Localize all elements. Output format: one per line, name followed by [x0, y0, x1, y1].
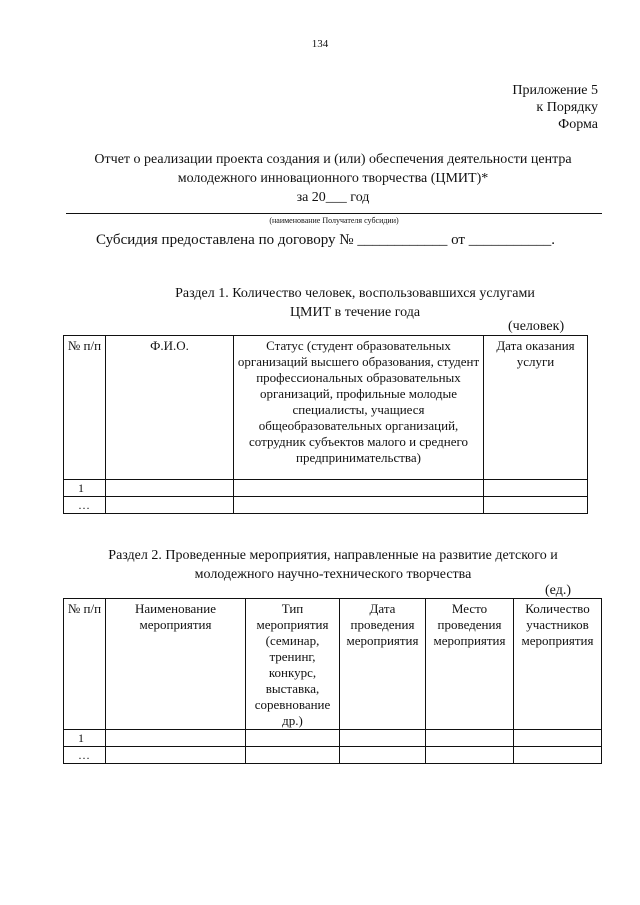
table-cell[interactable] — [426, 747, 514, 764]
subsidy-statement: Субсидия предоставлена по договору № ____________ от ___________. — [96, 232, 555, 248]
table-cell[interactable]: 1 — [64, 480, 106, 497]
recipient-caption: (наименование Получателя субсидии) — [269, 216, 399, 225]
header-event-place: Место проведения мероприятия — [426, 599, 514, 730]
section2-title — [40, 546, 626, 584]
table-cell[interactable]: … — [64, 497, 106, 514]
recipient-underline — [66, 213, 602, 214]
table-cell[interactable] — [106, 497, 234, 514]
section-title-line: Раздел 2. Проведенные мероприятия, направленные на развитие детского и — [108, 548, 558, 563]
table-row — [64, 497, 588, 514]
section1-unit: (человек) — [508, 319, 565, 334]
table-cell[interactable] — [106, 730, 246, 747]
table-cell[interactable] — [234, 480, 484, 497]
title-line: Отчет о реализации проекта создания и (или) обеспечения деятельности центра — [94, 152, 572, 167]
section-title-line: Раздел 1. Количество человек, воспользовавшихся услугами — [175, 286, 535, 301]
header-status: Статус (студент образовательных организаций высшего образования, студент профессиональных образовательных организаций, профильные молодые специалисты, учащиеся общеобразовательных организаций, сотрудник субъектов малого и среднего предпринимательства) — [234, 336, 484, 480]
title-line: за 20___ год — [296, 190, 370, 205]
table-cell[interactable] — [106, 480, 234, 497]
header-participants-count: Количество участников мероприятия — [514, 599, 602, 730]
appendix-block — [512, 82, 598, 133]
appendix-line: к Порядку — [536, 100, 598, 115]
section-title-line: молодежного научно-технического творчества — [194, 567, 472, 582]
section-title-line: ЦМИТ в течение года — [289, 305, 421, 320]
table-cell[interactable] — [514, 730, 602, 747]
table-cell[interactable]: … — [64, 747, 106, 764]
table-row — [64, 747, 602, 764]
document-title — [40, 150, 626, 207]
table-row — [64, 730, 602, 747]
table-header-row — [64, 336, 588, 480]
appendix-line: Приложение 5 — [512, 83, 598, 98]
header-event-name: Наименование мероприятия — [106, 599, 246, 730]
header-event-type: Тип мероприятия (семинар, тренинг, конкурс, выставка, соревнование др.) — [246, 599, 340, 730]
appendix-line: Форма — [558, 117, 598, 132]
table-cell[interactable] — [340, 747, 426, 764]
table-cell[interactable] — [484, 497, 588, 514]
table-cell[interactable] — [484, 480, 588, 497]
table-cell[interactable] — [426, 730, 514, 747]
table-cell[interactable] — [106, 747, 246, 764]
table-cell[interactable] — [246, 747, 340, 764]
table-row — [64, 480, 588, 497]
header-number: № п/п — [64, 599, 106, 730]
page-number: 134 — [311, 38, 329, 50]
table-cell[interactable] — [234, 497, 484, 514]
table-cell[interactable] — [246, 730, 340, 747]
section1-table — [63, 335, 588, 514]
header-service-date: Дата оказания услуги — [484, 336, 588, 480]
table-cell[interactable] — [340, 730, 426, 747]
section1-title — [140, 284, 570, 322]
table-cell[interactable] — [514, 747, 602, 764]
header-fio: Ф.И.О. — [106, 336, 234, 480]
header-number: № п/п — [64, 336, 106, 480]
table-header-row — [64, 599, 602, 730]
table-cell[interactable]: 1 — [64, 730, 106, 747]
section2-table — [63, 598, 602, 764]
header-event-date: Дата проведения мероприятия — [340, 599, 426, 730]
title-line: молодежного инновационного творчества (ЦМИТ)* — [177, 171, 489, 186]
section2-unit: (ед.) — [545, 583, 571, 598]
